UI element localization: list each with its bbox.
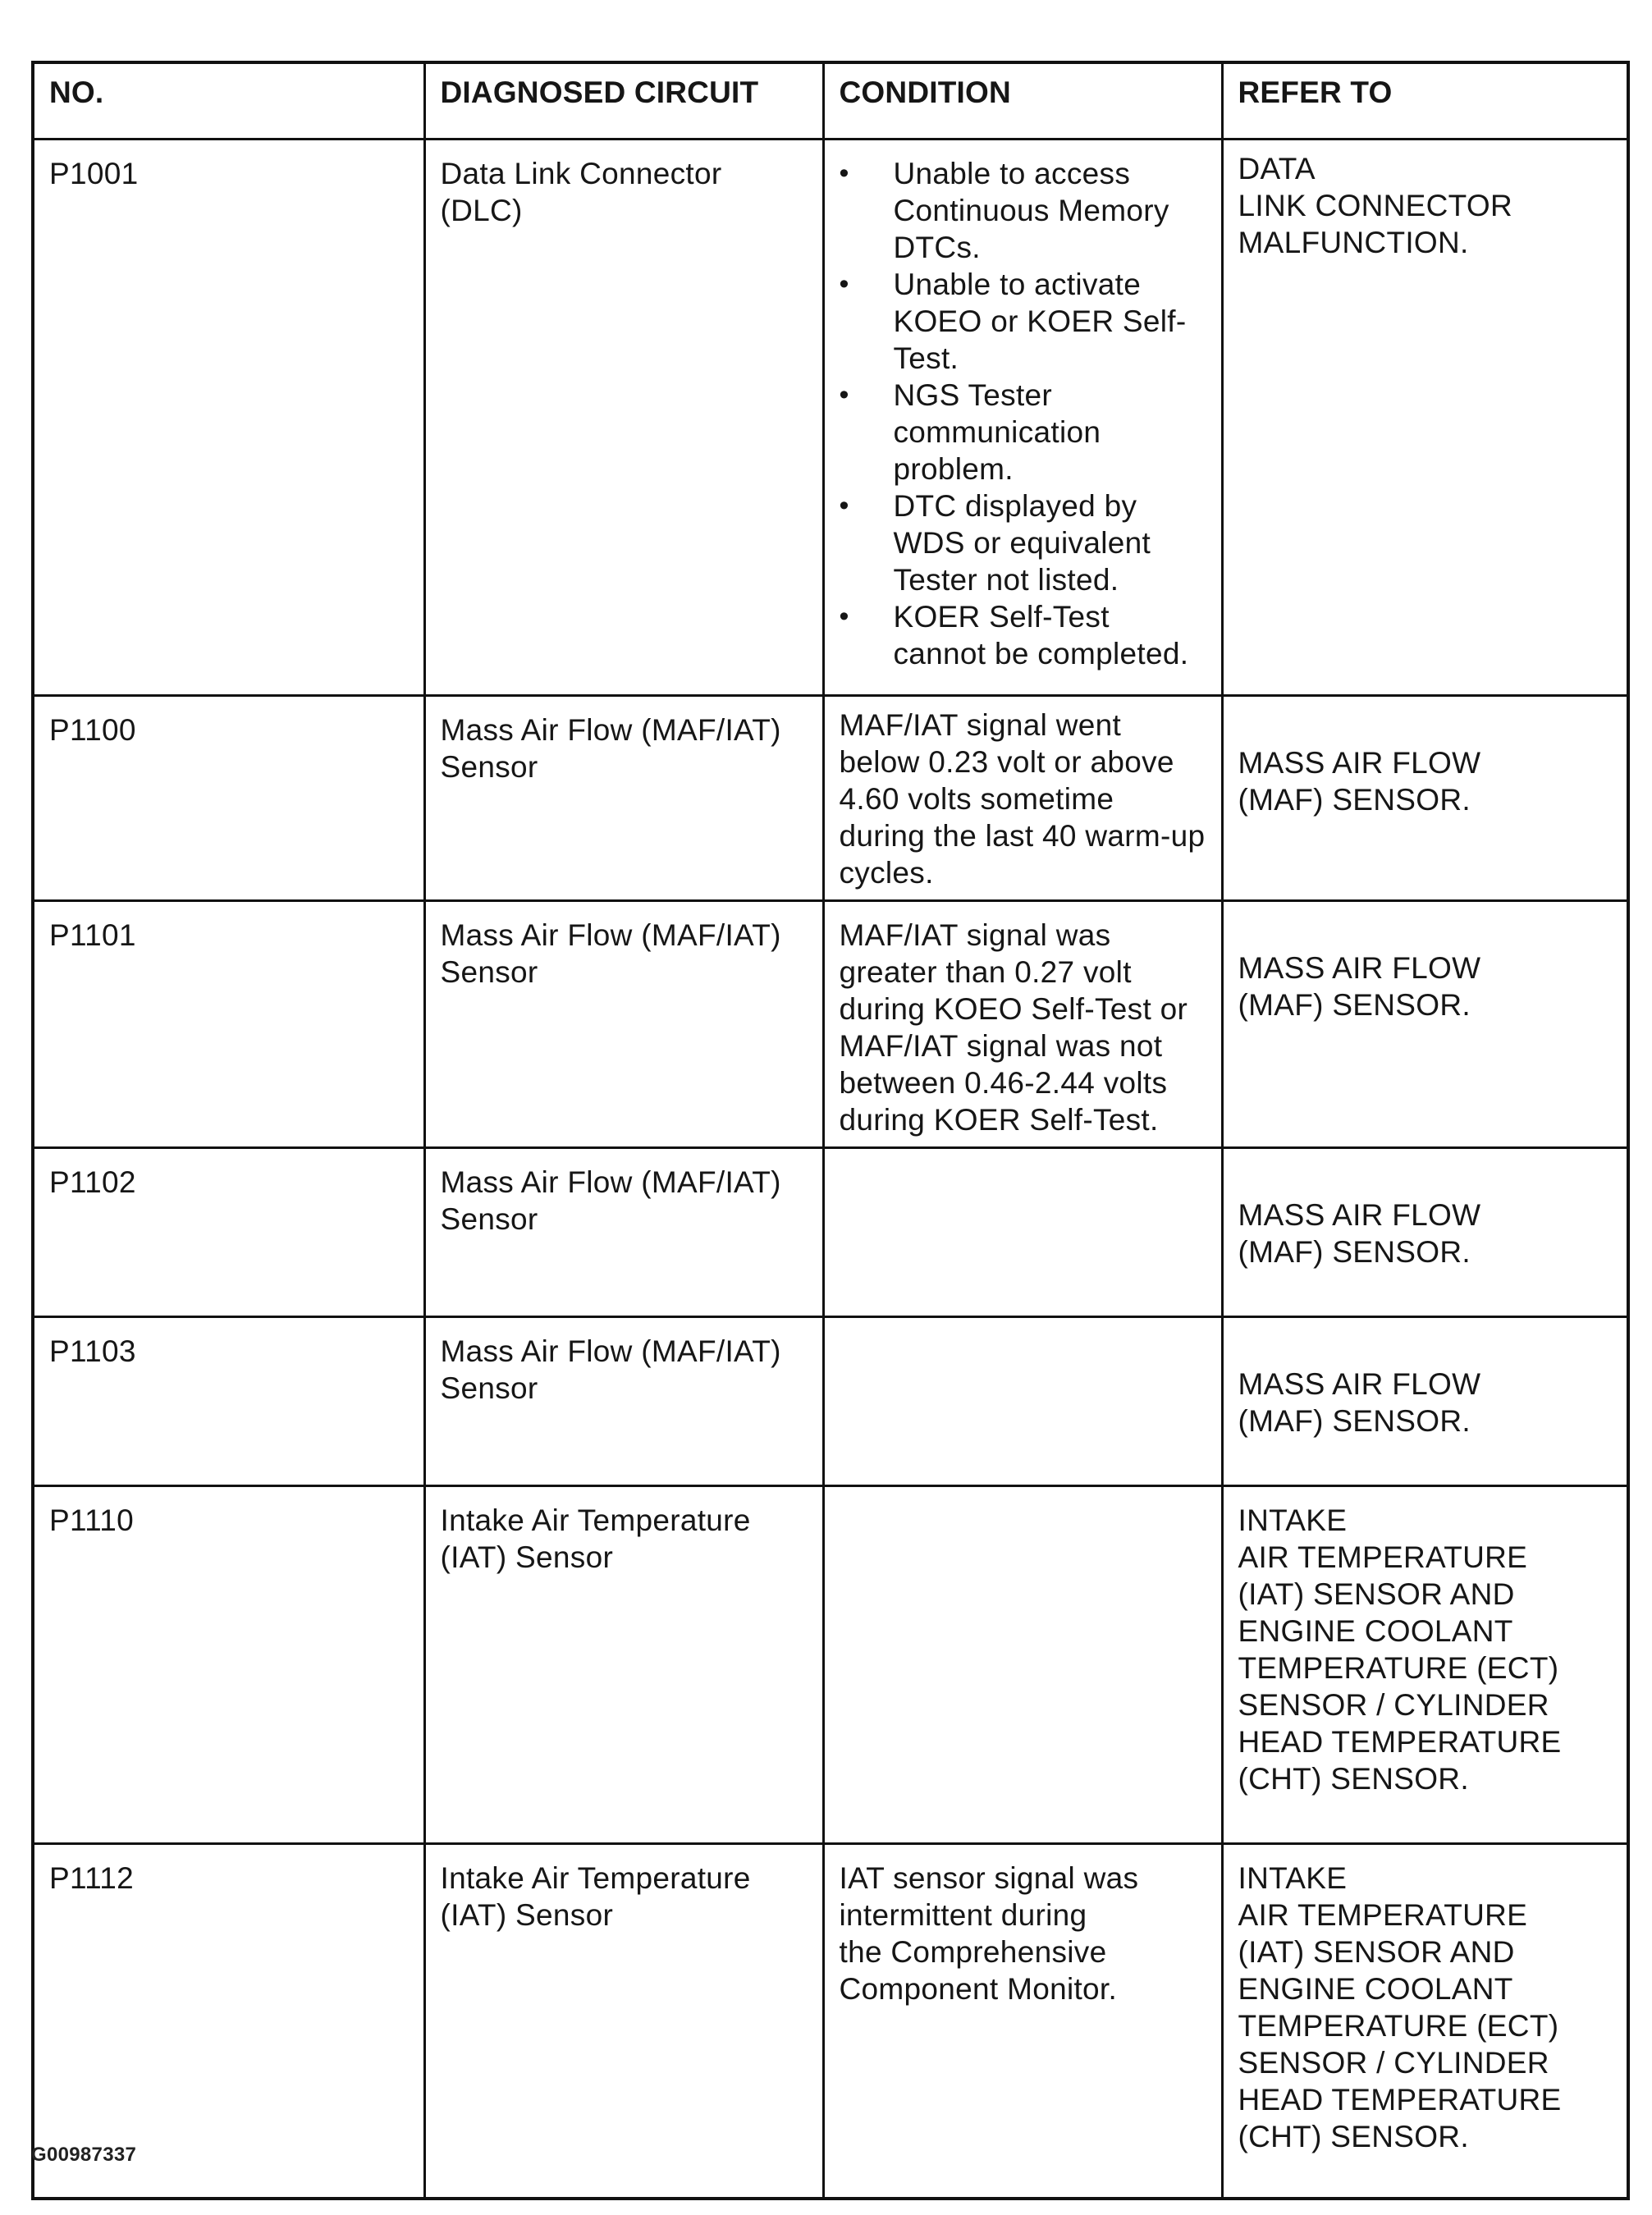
condition: MAF/IAT signal was greater than 0.27 volt during KOEO Self-Test or MAF/IAT signal was not between 0.46-2.44 volts during KOER Self-Test.: [823, 901, 1222, 1148]
condition-item: • Unable to access Continuous Memory DTCs.: [836, 155, 1206, 266]
condition: [823, 1486, 1222, 1844]
table-header: [33, 62, 1628, 140]
header-row: [33, 62, 1628, 140]
header-no: NO.: [33, 62, 424, 140]
diagnosed-circuit: Intake Air Temperature (IAT) Sensor: [424, 1486, 823, 1844]
diagnosed-circuit: Mass Air Flow (MAF/IAT) Sensor: [424, 1317, 823, 1486]
table-row: [33, 1317, 1628, 1486]
condition: IAT sensor signal was intermittent during the Comprehensive Component Monitor.: [823, 1844, 1222, 2199]
diagnosed-circuit: Mass Air Flow (MAF/IAT) Sensor: [424, 901, 823, 1148]
table-row: [33, 1148, 1628, 1317]
refer-to: MASS AIR FLOW (MAF) SENSOR.: [1222, 1317, 1628, 1486]
dtc-code: P1103: [33, 1317, 424, 1486]
header-condition: CONDITION: [823, 62, 1222, 140]
condition-item: • KOER Self-Test cannot be completed.: [836, 598, 1206, 672]
refer-to: INTAKE AIR TEMPERATURE (IAT) SENSOR AND ENGINE COOLANT TEMPERATURE (ECT) SENSOR / CYLINDER HEAD TEMPERATURE (CHT) SENSOR.: [1222, 1486, 1628, 1844]
condition: [823, 1148, 1222, 1317]
table-row: [33, 1486, 1628, 1844]
refer-to: INTAKE AIR TEMPERATURE (IAT) SENSOR AND ENGINE COOLANT TEMPERATURE (ECT) SENSOR / CYLINDER HEAD TEMPERATURE (CHT) SENSOR.: [1222, 1844, 1628, 2199]
diagnosed-circuit: Data Link Connector (DLC): [424, 140, 823, 696]
condition-list: [836, 155, 1206, 672]
dtc-code: P1102: [33, 1148, 424, 1317]
table-row: [33, 696, 1628, 901]
condition-item: • DTC displayed by WDS or equivalent Tester not listed.: [836, 487, 1206, 598]
condition-cell: [823, 140, 1222, 696]
table-row: [33, 901, 1628, 1148]
figure-code: G00987337: [31, 2144, 137, 2166]
condition-item: • NGS Tester communication problem.: [836, 377, 1206, 487]
condition-item: • Unable to activate KOEO or KOER Self-Test.: [836, 266, 1206, 377]
table-row: [33, 140, 1628, 696]
dtc-code: P1110: [33, 1486, 424, 1844]
refer-to: MASS AIR FLOW (MAF) SENSOR.: [1222, 696, 1628, 901]
dtc-code: P1112: [33, 1844, 424, 2199]
condition: MAF/IAT signal went below 0.23 volt or above 4.60 volts sometime during the last 40 warm-up cycles.: [823, 696, 1222, 901]
dtc-code: P1100: [33, 696, 424, 901]
dtc-table: [31, 61, 1630, 2200]
diagnosed-circuit: Mass Air Flow (MAF/IAT) Sensor: [424, 696, 823, 901]
table-row: [33, 1844, 1628, 2199]
refer-to: MASS AIR FLOW (MAF) SENSOR.: [1222, 901, 1628, 1148]
condition: [823, 1317, 1222, 1486]
diagnosed-circuit: Mass Air Flow (MAF/IAT) Sensor: [424, 1148, 823, 1317]
refer-to: MASS AIR FLOW (MAF) SENSOR.: [1222, 1148, 1628, 1317]
table-body: [33, 140, 1628, 2199]
diagnosed-circuit: Intake Air Temperature (IAT) Sensor: [424, 1844, 823, 2199]
dtc-code: P1101: [33, 901, 424, 1148]
refer-to: DATA LINK CONNECTOR MALFUNCTION.: [1222, 140, 1628, 696]
header-diagnosed-circuit: DIAGNOSED CIRCUIT: [424, 62, 823, 140]
dtc-code: P1001: [33, 140, 424, 696]
header-refer-to: REFER TO: [1222, 62, 1628, 140]
